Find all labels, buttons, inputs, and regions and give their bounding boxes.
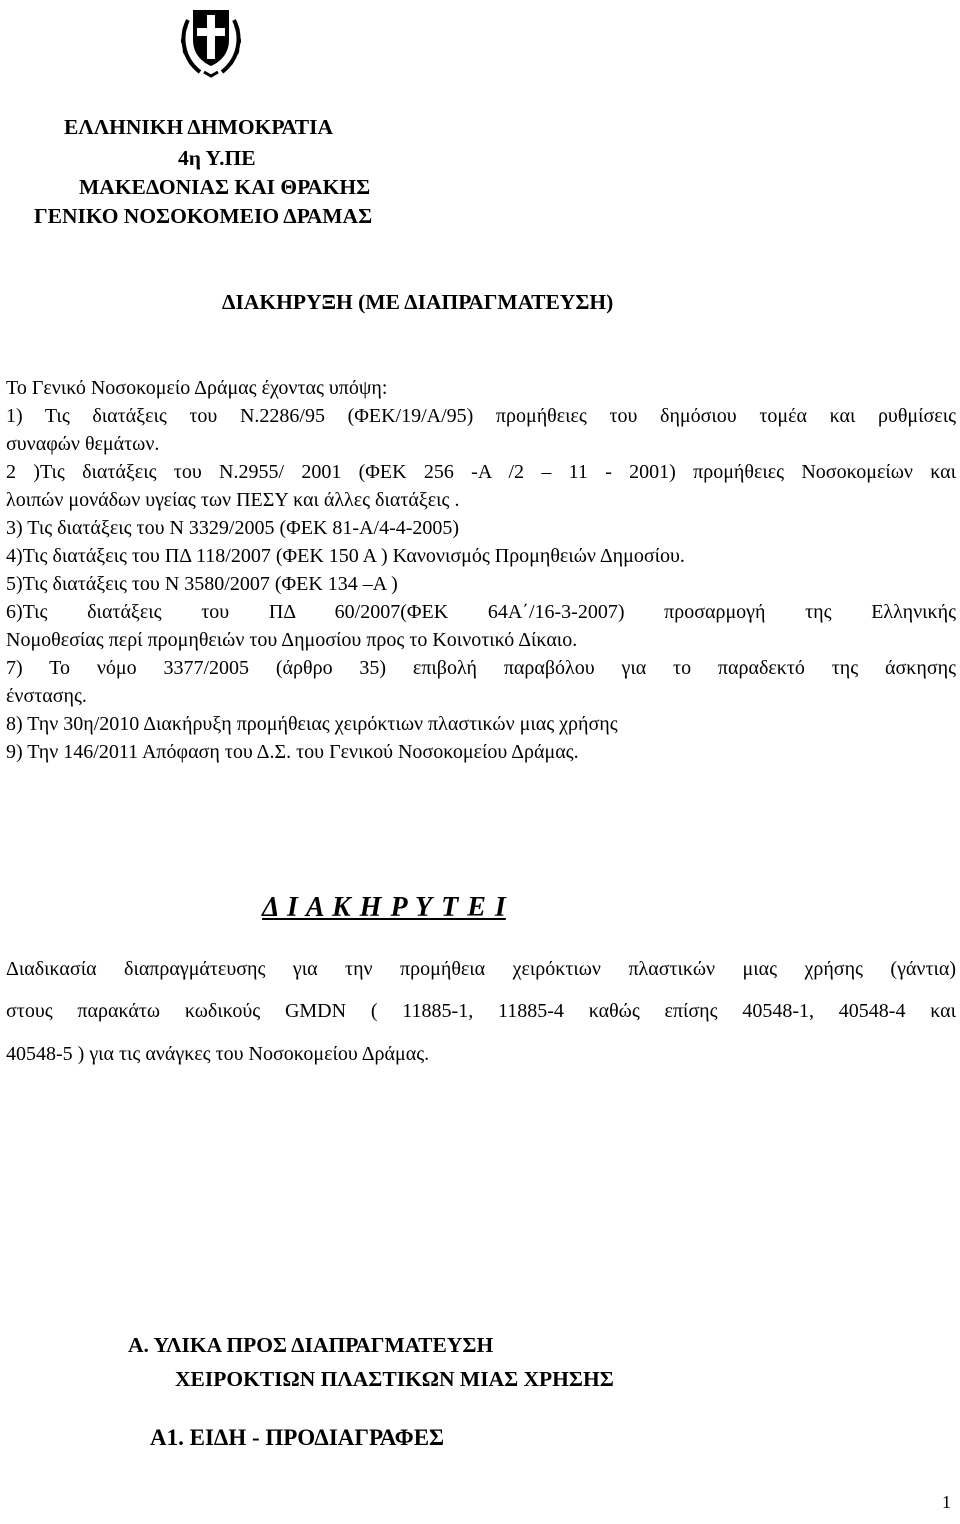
- declares-heading: Δ Ι Α Κ Η Ρ Υ Τ Ε Ι: [262, 892, 506, 923]
- coat-of-arms-icon: [178, 2, 244, 78]
- preamble-intro: Το Γενικό Νοσοκομείο Δράμας έχοντας υπόψη:: [6, 377, 388, 399]
- preamble-line: 6)Τις διατάξεις του ΠΔ 60/2007(ΦΕΚ 64Α΄/16-3-2007) προσαρμογή της Ελληνικής: [6, 601, 956, 623]
- preamble-line: 9) Την 146/2011 Απόφαση του Δ.Σ. του Γενικού Νοσοκομείου Δράμας.: [6, 741, 579, 763]
- preamble-line: 8) Την 30η/2010 Διακήρυξη προμήθειας χειρόκτιων πλαστικών μιας χρήσης: [6, 713, 618, 735]
- header-country: ΕΛΛΗΝΙΚΗ ΔΗΜΟΚΡΑΤΙΑ: [64, 115, 334, 139]
- preamble-line: ένστασης.: [6, 685, 87, 707]
- preamble-line: 7) Το νόμο 3377/2005 (άρθρο 35) επιβολή παραβόλου για το παραδεκτό της άσκησης: [6, 657, 956, 679]
- preamble-line: λοιπών μονάδων υγείας των ΠΕΣΥ και άλλες διατάξεις .: [6, 489, 460, 511]
- header-hospital: ΓΕΝΙΚΟ ΝΟΣΟΚΟΜΕΙΟ ΔΡΑΜΑΣ: [34, 204, 373, 228]
- section-a-subheading: ΧΕΙΡΟΚΤΙΩΝ ΠΛΑΣΤΙΚΩΝ ΜΙΑΣ ΧΡΗΣΗΣ: [175, 1367, 614, 1391]
- document-title: ΔΙΑΚΗΡΥΞΗ (ΜΕ ΔΙΑΠΡΑΓΜΑΤΕΥΣΗ): [222, 290, 614, 314]
- preamble-line: 3) Τις διατάξεις του Ν 3329/2005 (ΦΕΚ 81-Α/4-4-2005): [6, 517, 460, 539]
- body-line: 40548-5 ) για τις ανάγκες του Νοσοκομείου Δράμας.: [6, 1043, 430, 1065]
- body-line: Διαδικασία διαπραγμάτευσης για την προμήθεια χειρόκτιων πλαστικών μιας χρήσης (γάντια): [6, 958, 956, 980]
- preamble-line: 2 )Τις διατάξεις του Ν.2955/ 2001 (ΦΕΚ 256 -Α /2 – 11 - 2001) προμήθειες Νοσοκομείων και: [6, 461, 956, 483]
- preamble-line: Νομοθεσίας περί προμηθειών του Δημοσίου προς το Κοινοτικό Δίκαιο.: [6, 629, 578, 651]
- section-a1-heading: Α1. ΕΙΔΗ - ΠΡΟΔΙΑΓΡΑΦΕΣ: [150, 1425, 445, 1450]
- body-line: στους παρακάτω κωδικούς GMDN ( 11885-1, 11885-4 καθώς επίσης 40548-1, 40548-4 και: [6, 1000, 956, 1022]
- preamble: [6, 374, 956, 766]
- header-region: ΜΑΚΕΔΟΝΙΑΣ ΚΑΙ ΘΡΑΚΗΣ: [79, 175, 371, 199]
- preamble-line: συναφών θεμάτων.: [6, 433, 160, 455]
- section-a-heading: Α. ΥΛΙΚΑ ΠΡΟΣ ΔΙΑΠΡΑΓΜΑΤΕΥΣΗ: [128, 1333, 494, 1357]
- preamble-line: 4)Τις διατάξεις του ΠΔ 118/2007 (ΦΕΚ 150 Α ) Κανονισμός Προμηθειών Δημοσίου.: [6, 545, 685, 567]
- header-health-region: 4η Υ.ΠΕ: [178, 146, 256, 170]
- page-number: 1: [942, 1492, 951, 1512]
- preamble-line: 5)Τις διατάξεις του Ν 3580/2007 (ΦΕΚ 134 –Α ): [6, 573, 398, 595]
- preamble-line: 1) Τις διατάξεις του Ν.2286/95 (ΦΕΚ/19/Α/95) προμήθειες του δημόσιου τομέα και ρυθμίσεις: [6, 405, 956, 427]
